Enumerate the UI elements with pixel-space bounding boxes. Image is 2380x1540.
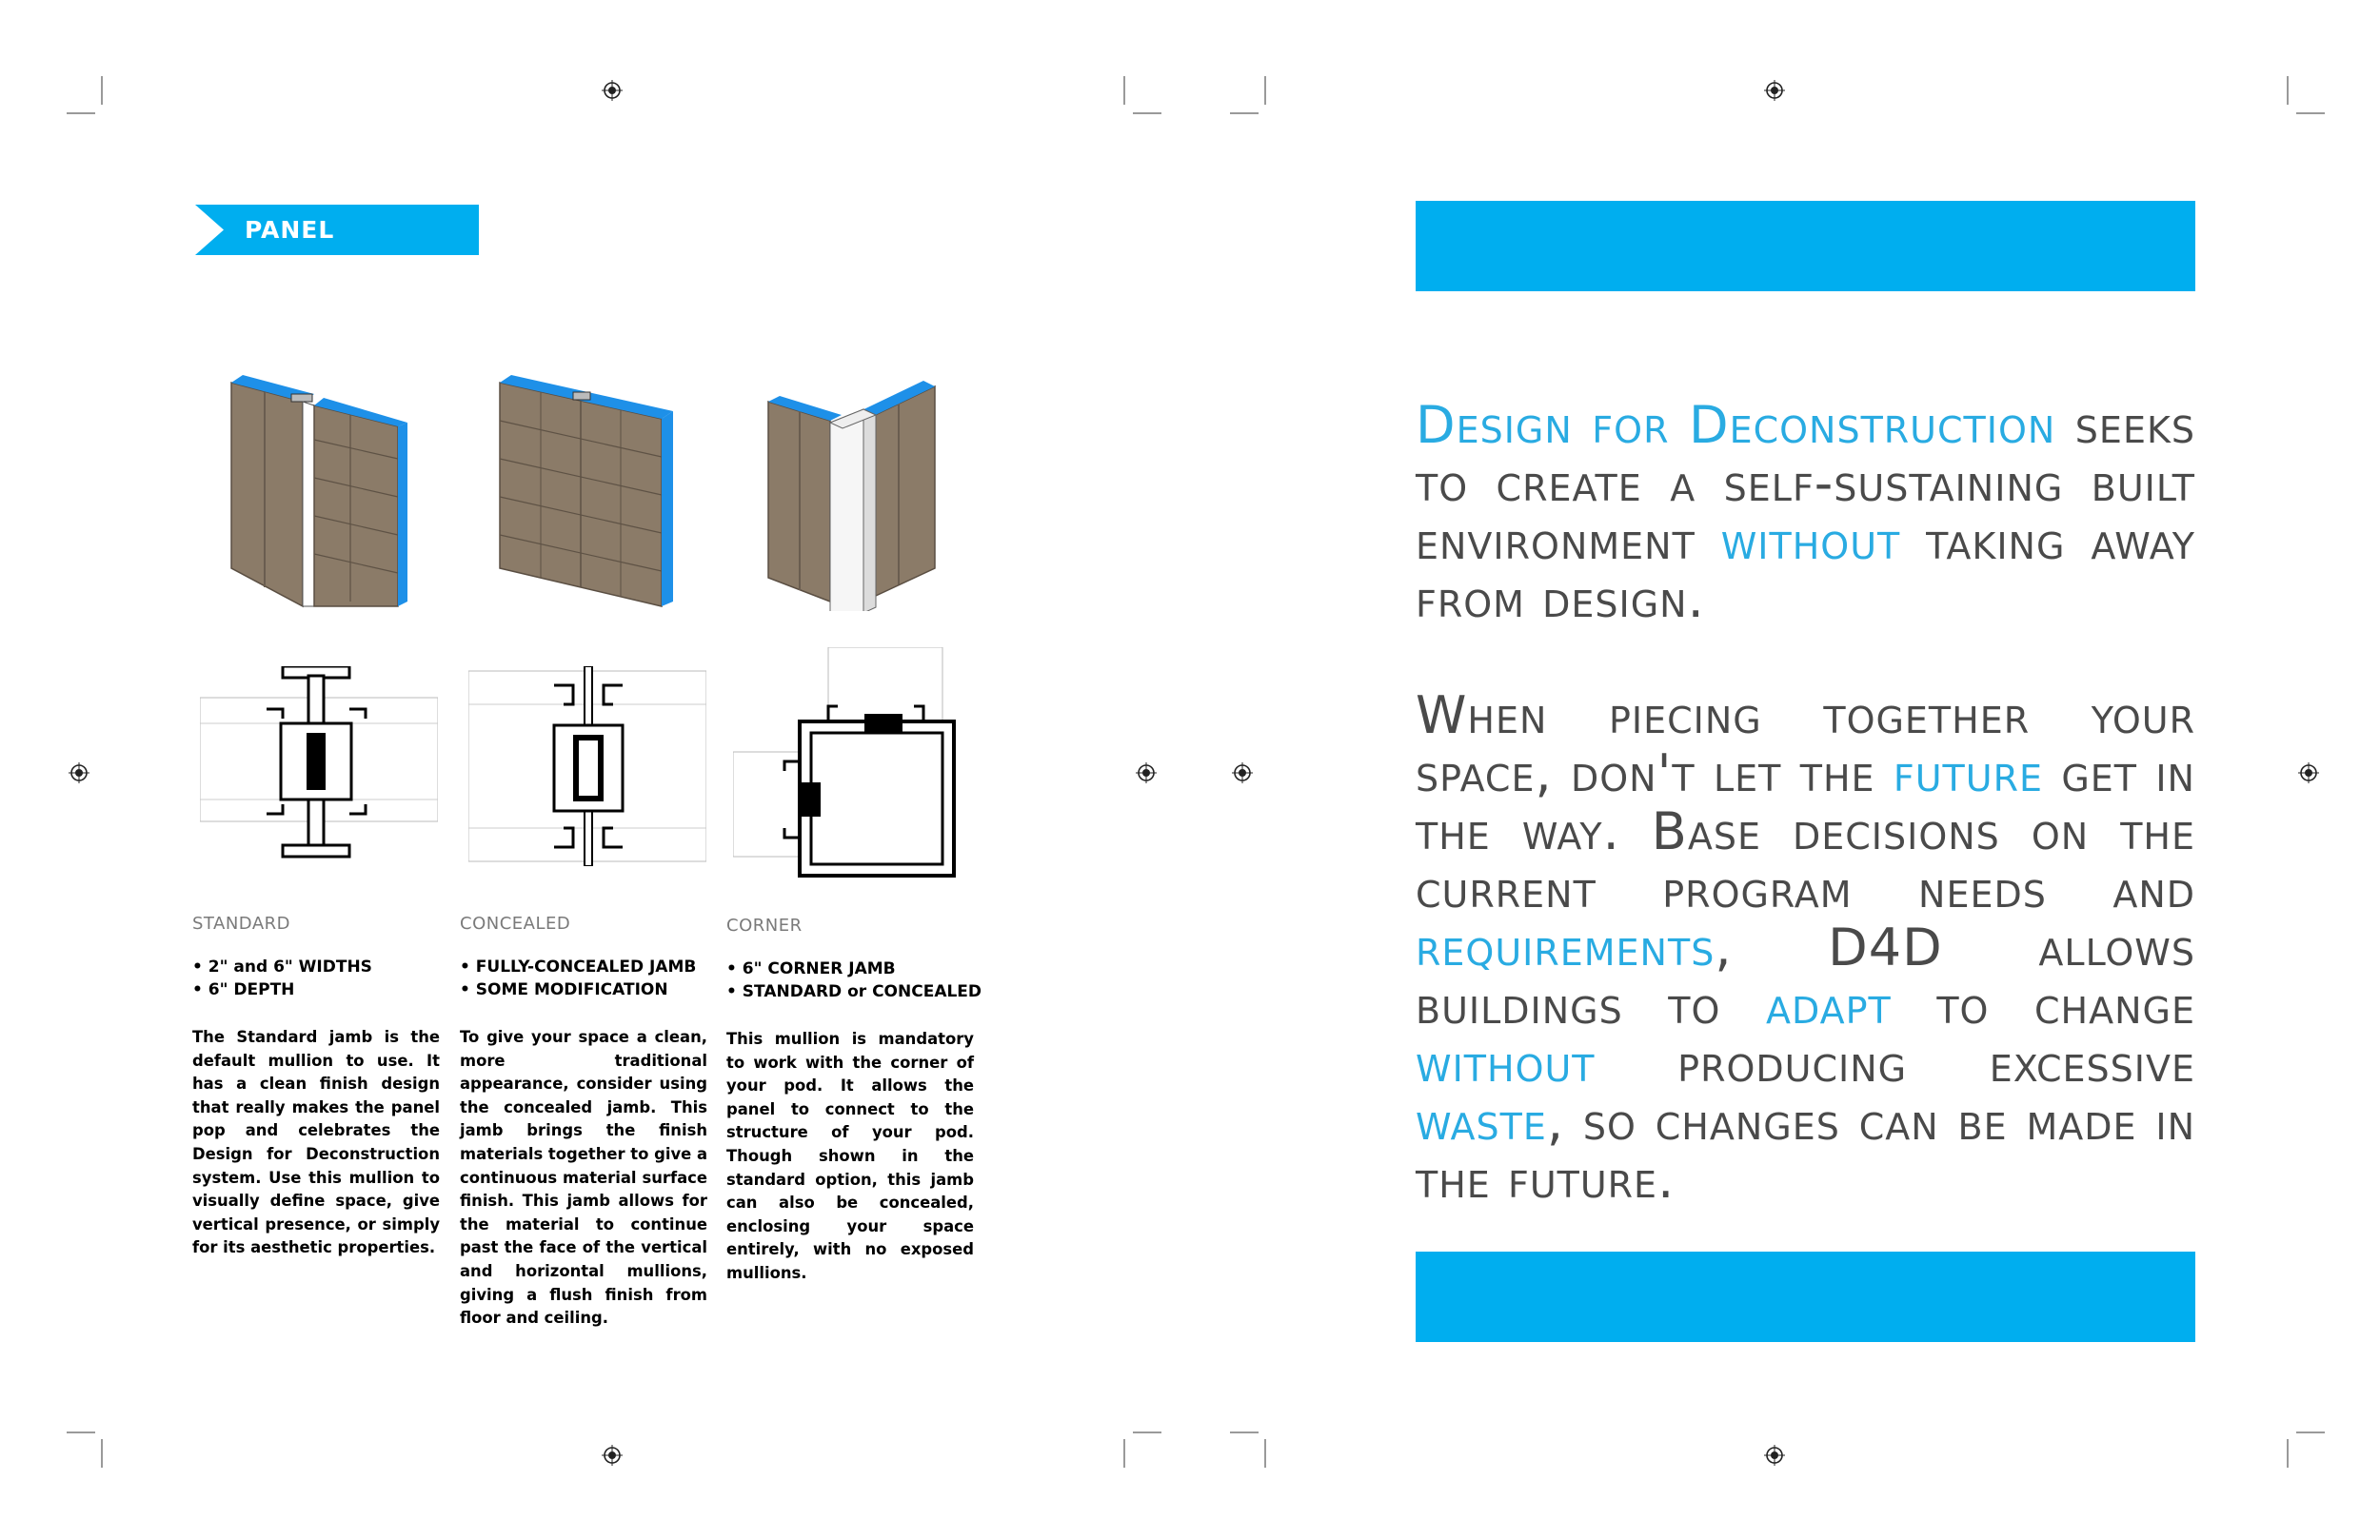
highlight-text: requirements — [1416, 918, 1716, 977]
crop-mark — [1230, 1431, 1259, 1433]
crop-mark — [1123, 76, 1125, 105]
highlight-text: future — [1893, 743, 2043, 803]
standard-panel-render — [227, 373, 417, 611]
registration-mark-icon — [602, 1445, 623, 1466]
registration-mark-icon — [1764, 1445, 1785, 1466]
spec-item: • 6" CORNER JAMB — [726, 958, 982, 980]
crop-mark — [2296, 1431, 2325, 1433]
statement-text: taking away from design. — [1416, 511, 2195, 629]
crop-mark — [67, 112, 95, 114]
statement-text: get in the way. Base decisions on the current program needs and — [1416, 743, 2195, 919]
statement-text: When piecing together your space, don't let the — [1416, 685, 2195, 803]
concealed-panel-render — [495, 373, 685, 611]
section-title: PANEL MULLIONS — [245, 216, 392, 294]
statement-text: to change — [1891, 976, 2195, 1036]
crop-mark — [101, 76, 103, 105]
spec-item: • 2" and 6" WIDTHS — [192, 956, 372, 978]
statement-text: , so changes can be made in the future. — [1416, 1092, 2195, 1210]
standard-jamb-section — [200, 666, 438, 866]
registration-mark-icon — [1232, 762, 1253, 783]
crop-mark — [2296, 112, 2325, 114]
description-corner: This mullion is mandatory to work with the corner of your pod. It allows the panel to connect to the structure of your pod. Though shown in the standard option, this jamb can also be concealed, enclosing your space entirely, with no exposed mullions. — [726, 1030, 974, 1282]
crop-mark — [2287, 76, 2289, 105]
spec-item: • 6" DEPTH — [192, 978, 372, 1001]
crop-mark — [1264, 76, 1266, 105]
spec-list-standard — [192, 956, 372, 1001]
spec-list-corner — [726, 958, 982, 1003]
corner-panel-render — [764, 373, 954, 611]
crop-mark — [67, 1431, 95, 1433]
spec-list-concealed — [460, 956, 696, 1001]
accent-bar-bottom — [1416, 1252, 2195, 1342]
adaptability-statement — [1416, 686, 2195, 1209]
description-concealed: To give your space a clean, more traditional appearance, consider using the concealed jamb. This jamb brings the finish materials together to give a continuous material surface finish. This jamb allows for the material to continue past the face of the vertical and horizontal mullions, giving a flush finish from floor and ceiling. — [460, 1028, 708, 1328]
statement-text: producing excessive — [1595, 1034, 2195, 1094]
highlight-text: without — [1720, 511, 1901, 571]
concealed-jamb-section — [468, 666, 706, 866]
statement-text: , D4D allows buildings to — [1416, 918, 2195, 1036]
crop-mark — [2287, 1439, 2289, 1468]
description-standard: The Standard jamb is the default mullion to use. It has a clean finish design that really makes the panel pop and celebrates the Design for Deconstruction system. Use this mullion to visually define space, give vertical presence, or simply for its aesthetic properties. — [192, 1028, 440, 1257]
column-title-corner: CORNER — [726, 916, 803, 936]
registration-mark-icon — [1136, 762, 1157, 783]
column-title-standard: STANDARD — [192, 914, 291, 934]
crop-mark — [1264, 1439, 1266, 1468]
highlight-text: waste — [1416, 1092, 1547, 1152]
registration-mark-icon — [2298, 762, 2319, 783]
spec-item: • FULLY-CONCEALED JAMB — [460, 956, 696, 978]
registration-mark-icon — [69, 762, 89, 783]
accent-bar-top — [1416, 201, 2195, 291]
spec-item: • SOME MODIFICATION — [460, 978, 696, 1001]
crop-mark — [1133, 112, 1161, 114]
statement-text: seeks to create a self-sustaining built environment — [1416, 395, 2195, 571]
crop-mark — [101, 1439, 103, 1468]
highlight-text: Design for Deconstruction — [1416, 395, 2056, 455]
crop-mark — [1123, 1439, 1125, 1468]
spec-item: • STANDARD or CONCEALED — [726, 980, 982, 1003]
crop-mark — [1133, 1431, 1161, 1433]
highlight-text: adapt — [1766, 976, 1892, 1036]
column-title-concealed: CONCEALED — [460, 914, 571, 934]
corner-jamb-section — [733, 647, 971, 885]
highlight-text: without — [1416, 1034, 1596, 1094]
section-tag — [195, 205, 479, 294]
mission-statement — [1416, 396, 2195, 628]
registration-mark-icon — [1764, 80, 1785, 101]
crop-mark — [1230, 112, 1259, 114]
registration-mark-icon — [602, 80, 623, 101]
